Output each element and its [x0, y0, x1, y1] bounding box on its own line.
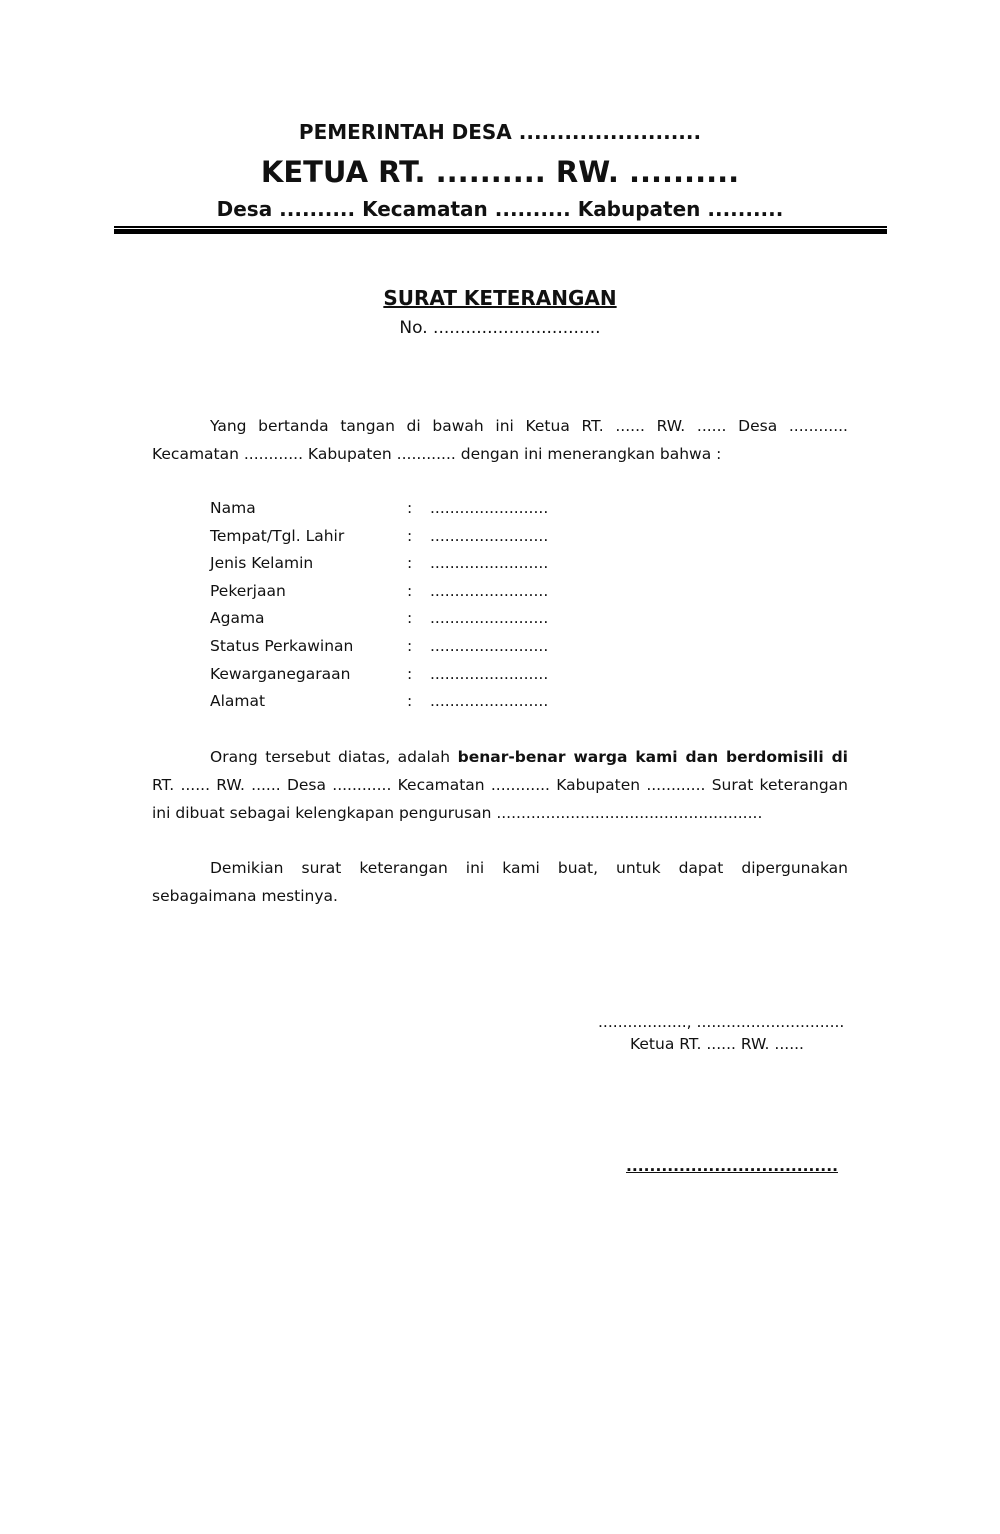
closing-text: Demikian surat keterangan ini kami buat, untuk dapat dipergunakan sebagaimana mestinya. — [152, 859, 848, 905]
field-value: ........................ — [430, 499, 549, 517]
field-label: Status Perkawinan — [210, 636, 354, 655]
statement-text-bold: benar-benar warga kami dan berdomisili di — [457, 748, 848, 766]
field-label: Jenis Kelamin — [210, 554, 314, 573]
field-value: ........................ — [430, 581, 549, 600]
letterhead-rt-rw: KETUA RT. .......... RW. .......... — [260, 155, 740, 189]
field-label: Kewarganegaraan — [210, 664, 351, 683]
signature-title: Ketua RT. ...... RW. ...... — [630, 1035, 804, 1053]
statement-paragraph — [152, 743, 848, 827]
signature-place-date: .................., .............................. — [598, 1013, 845, 1031]
letterhead-divider-thick — [114, 229, 887, 234]
letterhead-government: PEMERINTAH DESA ........................ — [298, 120, 702, 144]
field-colon: : — [407, 554, 413, 573]
intro-text: Yang bertanda tangan di bawah ini Ketua RT. ...... RW. ...... Desa ............ Kecamatan ............ Kabupaten ............ dengan ini menerangkan bahwa : — [152, 417, 848, 463]
closing-paragraph — [152, 854, 848, 910]
document-title: SURAT KETERANGAN — [383, 286, 617, 310]
statement-text-before: Orang tersebut diatas, adalah — [210, 748, 458, 766]
field-colon: : — [407, 499, 413, 517]
field-label: Nama — [210, 499, 256, 517]
letterhead-address: Desa .......... Kecamatan .......... Kabupaten .......... — [216, 197, 784, 221]
field-value: ........................ — [430, 692, 549, 711]
field-label: Tempat/Tgl. Lahir — [210, 526, 345, 545]
field-value: ........................ — [430, 636, 549, 655]
intro-paragraph — [152, 412, 848, 468]
field-value: ........................ — [430, 526, 549, 545]
field-colon: : — [407, 609, 413, 628]
field-colon: : — [407, 664, 413, 683]
field-label: Alamat — [210, 692, 266, 711]
field-label: Pekerjaan — [210, 581, 286, 600]
field-value: ........................ — [430, 554, 549, 573]
field-label: Agama — [210, 609, 265, 628]
document-number: No. ............................... — [399, 318, 601, 338]
field-value: ........................ — [430, 664, 549, 683]
field-colon: : — [407, 636, 413, 655]
letterhead-divider-thin — [114, 226, 887, 228]
field-colon: : — [407, 581, 413, 600]
statement-text-after: RT. ...... RW. ...... Desa ............ Kecamatan ............ Kabupaten ............ Surat keterangan ini dibuat sebagai kelengkapan pengurusan ...................................................... — [152, 776, 848, 822]
field-colon: : — [407, 692, 413, 711]
field-colon: : — [407, 526, 413, 545]
signature-name: .................................... — [626, 1157, 838, 1175]
field-value: ........................ — [430, 609, 549, 628]
